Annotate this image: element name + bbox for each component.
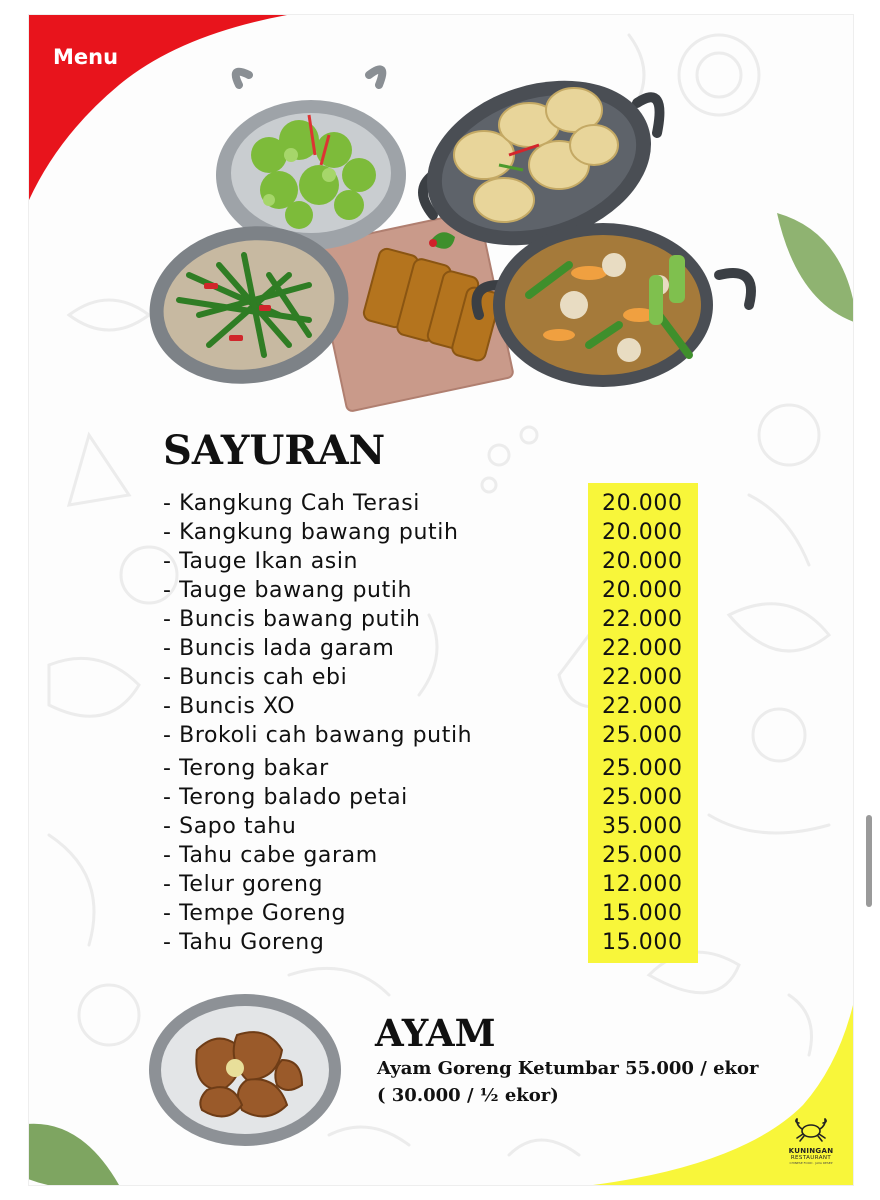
menu-item [163,814,703,843]
vegetable-dishes-illustration [29,15,853,435]
scrollbar[interactable] [866,815,872,907]
logo-sub: RESTAURANT [790,1155,832,1161]
item-name: - Buncis lada garam [163,636,395,661]
menu-page [28,14,854,1186]
restaurant-logo [781,1115,841,1181]
menu-item [163,756,703,785]
leaf-icon [28,1105,129,1186]
broccoli-bowl [216,69,406,250]
sapo-tahu-pot [477,223,752,387]
menu-item [163,520,703,549]
item-name: - Buncis XO [163,694,296,719]
item-name: - Tempe Goreng [163,901,347,926]
item-name: - Tauge bawang putih [163,578,413,603]
fried-chicken-plate [147,990,343,1150]
menu-item [163,694,703,723]
menu-item [163,930,703,959]
item-name: - Tauge Ikan asin [163,549,359,574]
logo-name: KUNINGAN [788,1147,834,1155]
item-price: 15.000 [602,901,683,926]
item-name: - Tahu Goreng [163,930,325,955]
item-price: 35.000 [602,814,683,839]
item-name: - Telur goreng [163,872,324,897]
menu-item [163,665,703,694]
item-name: - Terong bakar [163,756,329,781]
item-name: - Kangkung bawang putih [163,520,459,545]
item-price: 22.000 [602,636,683,661]
menu-item [163,785,703,814]
menu-item [163,723,703,752]
section-title-ayam: AYAM [375,1011,496,1055]
item-price: 20.000 [602,578,683,603]
item-name: - Buncis bawang putih [163,607,421,632]
item-price: 15.000 [602,930,683,955]
item-name: - Kangkung Cah Terasi [163,491,420,516]
item-name: - Brokoli cah bawang putih [163,723,473,748]
menu-item [163,872,703,901]
item-price: 22.000 [602,665,683,690]
item-price: 12.000 [602,872,683,897]
item-price: 22.000 [602,607,683,632]
item-price: 25.000 [602,756,683,781]
menu-label: Menu [53,45,119,69]
item-price: 25.000 [602,723,683,748]
menu-item [163,607,703,636]
crab-icon [791,1115,831,1143]
item-name: - Sapo tahu [163,814,297,839]
item-price: 20.000 [602,520,683,545]
item-price: 25.000 [602,843,683,868]
menu-item [163,578,703,607]
item-name: - Tahu cabe garam [163,843,378,868]
menu-item [163,636,703,665]
item-name: - Terong balado petai [163,785,408,810]
menu-item [163,901,703,930]
item-price: 25.000 [602,785,683,810]
leaf-icon [777,203,854,333]
menu-item [163,843,703,872]
ayam-half-price: ( 30.000 / ½ ekor) [377,1085,559,1106]
ayam-item-line: Ayam Goreng Ketumbar 55.000 / ekor [377,1058,759,1079]
item-price: 20.000 [602,549,683,574]
item-price: 20.000 [602,491,683,516]
menu-item [163,549,703,578]
item-name: - Buncis cah ebi [163,665,348,690]
logo-tagline: CHINESE FOOD · JAVA RESEP [789,1161,833,1165]
section-title-sayuran: SAYURAN [163,427,386,474]
menu-item [163,491,703,520]
item-price: 22.000 [602,694,683,719]
